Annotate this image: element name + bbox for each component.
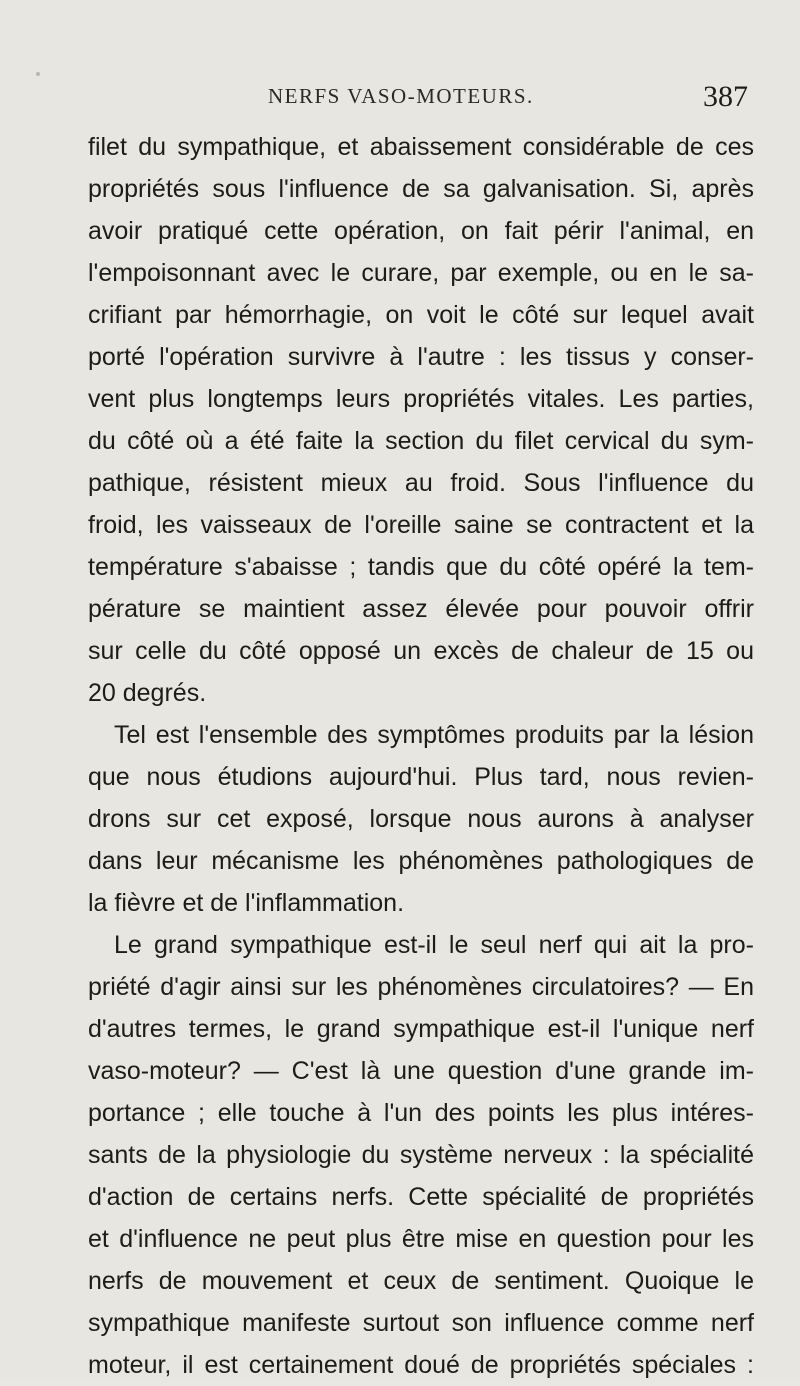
body-text [88,126,754,1386]
text-line: froid, les vaisseaux de l'oreille saine se contractent et la [88,511,754,539]
text-line: l'empoisonnant avec le curare, par exemple, ou en le sa- [88,259,754,287]
text-line: filet du sympathique, et abaissement considérable de ces [88,133,754,161]
text-line: crifiant par hémorrhagie, on voit le côté sur lequel avait [88,301,754,329]
text-line: priété d'agir ainsi sur les phénomènes circulatoires? — En [88,973,754,1001]
text-line: propriétés sous l'influence de sa galvanisation. Si, après [88,175,754,203]
text-line: du côté où a été faite la section du filet cervical du sym- [88,427,754,455]
text-line: sympathique manifeste surtout son influence comme nerf [88,1309,754,1337]
paragraph-first-line: Tel est l'ensemble des symptômes produits par la lésion [114,721,754,749]
text-line: pérature se maintient assez élevée pour pouvoir offrir [88,595,754,623]
running-head: NERFS VASO-MOTEURS. [268,84,534,108]
text-line: sur celle du côté opposé un excès de chaleur de 15 ou [88,637,754,665]
text-line: d'autres termes, le grand sympathique est-il l'unique nerf [88,1015,754,1043]
text-line: température s'abaisse ; tandis que du côté opéré la tem- [88,553,754,581]
text-line: moteur, il est certainement doué de propriétés spéciales : [88,1351,754,1379]
text-line: vaso-moteur? — C'est là une question d'une grande im- [88,1057,754,1085]
paragraph-last-line: la fièvre et de l'inflammation. [88,889,405,917]
text-line: drons sur cet exposé, lorsque nous aurons à analyser [88,805,754,833]
page-number: 387 [703,80,748,113]
text-line: nerfs de mouvement et ceux de sentiment. Quoique le [88,1267,754,1295]
text-line: pathique, résistent mieux au froid. Sous l'influence du [88,469,754,497]
text-line: et d'influence ne peut plus être mise en question pour les [88,1225,754,1253]
text-line: portance ; elle touche à l'un des points les plus intéres- [88,1099,754,1127]
paragraph-first-line: Le grand sympathique est-il le seul nerf qui ait la pro- [114,931,754,959]
paragraph-last-line: 20 degrés. [88,679,207,707]
text-line: porté l'opération survivre à l'autre : les tissus y conser- [88,343,754,371]
text-line: sants de la physiologie du système nerveux : la spécialité [88,1141,754,1169]
page-header [88,80,748,116]
paper-spot [36,72,40,76]
text-line: vent plus longtemps leurs propriétés vitales. Les parties, [88,385,754,413]
text-line: d'action de certains nerfs. Cette spécialité de propriétés [88,1183,754,1211]
text-line: que nous étudions aujourd'hui. Plus tard, nous revien- [88,763,754,791]
text-line: dans leur mécanisme les phénomènes pathologiques de [88,847,754,875]
text-line: avoir pratiqué cette opération, on fait périr l'animal, en [88,217,754,245]
